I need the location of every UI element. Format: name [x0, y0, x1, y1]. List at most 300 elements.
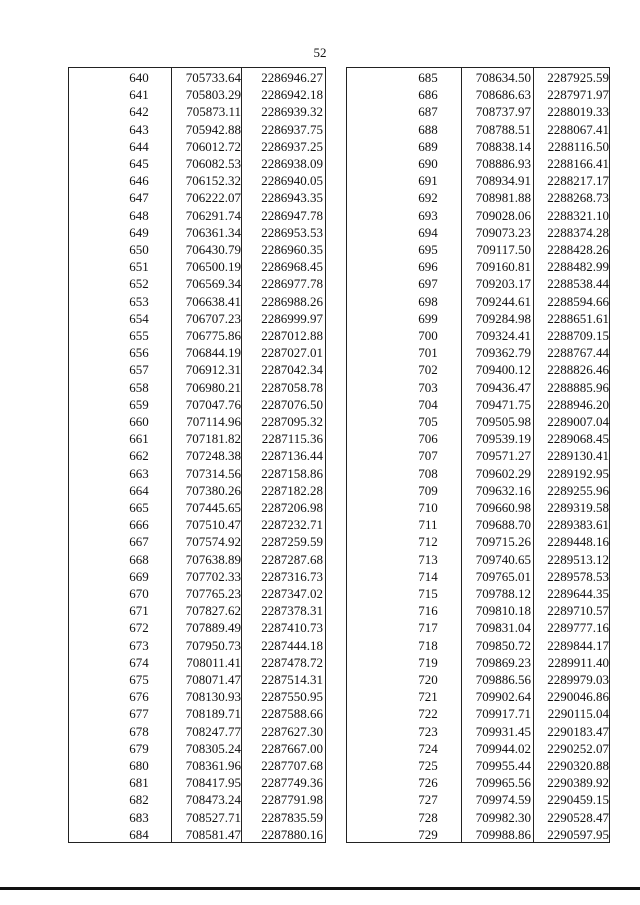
point-number: 687: [418, 104, 438, 120]
y-coordinate: 2286947.78: [261, 207, 323, 223]
point-number: 680: [129, 758, 149, 773]
point-number: 696: [418, 259, 438, 275]
x-coordinate: 706222.07: [185, 190, 241, 206]
x-coordinate: 709944.02: [475, 740, 531, 756]
point-number: 704: [418, 396, 438, 412]
table-row: [69, 379, 325, 396]
point-number: 693: [418, 207, 438, 223]
point-number: 675: [129, 672, 149, 687]
y-coordinate: 2287347.02: [261, 586, 323, 601]
point-number: 648: [129, 207, 149, 223]
y-coordinate: 2289068.45: [547, 431, 609, 447]
y-coordinate: 2287158.86: [261, 465, 323, 481]
table-row: [69, 172, 325, 189]
table-row: [69, 533, 325, 550]
point-number: 643: [129, 121, 149, 137]
table-row: [347, 465, 609, 482]
y-coordinate: 2290389.92: [547, 775, 609, 791]
point-number: 710: [418, 500, 438, 515]
point-number: 645: [129, 156, 149, 171]
x-coordinate: 709715.26: [475, 534, 531, 550]
table-row: [69, 757, 325, 774]
point-number: 671: [129, 603, 149, 619]
table-row: [347, 705, 609, 722]
table-row: [69, 413, 325, 430]
point-number: 642: [129, 104, 149, 120]
table-row: [69, 774, 325, 791]
y-coordinate: 2286938.09: [261, 156, 323, 171]
x-coordinate: 709869.23: [475, 654, 531, 670]
x-coordinate: 708934.91: [475, 173, 531, 189]
y-coordinate: 2287627.30: [261, 723, 323, 739]
point-number: 657: [129, 362, 149, 378]
x-coordinate: 709244.61: [475, 293, 531, 309]
x-coordinate: 707702.33: [185, 568, 241, 584]
table-row: [347, 86, 609, 103]
table-row: [69, 447, 325, 464]
table-row: [69, 637, 325, 654]
y-coordinate: 2286977.78: [261, 276, 323, 292]
point-number: 682: [129, 792, 149, 808]
point-number: 641: [129, 87, 149, 103]
x-coordinate: 706012.72: [185, 138, 241, 154]
point-number: 702: [418, 362, 438, 378]
x-coordinate: 707765.23: [185, 586, 241, 601]
point-number: 689: [418, 138, 438, 154]
table-row: [69, 275, 325, 292]
x-coordinate: 708247.77: [185, 723, 241, 739]
y-coordinate: 2288538.44: [547, 276, 609, 292]
x-coordinate: 707314.56: [185, 465, 241, 481]
point-number: 681: [129, 775, 149, 791]
x-coordinate: 708071.47: [185, 672, 241, 687]
table-row: [347, 224, 609, 241]
point-number: 662: [129, 448, 149, 464]
point-number: 725: [418, 758, 438, 773]
point-number: 711: [418, 517, 438, 533]
point-number: 714: [418, 568, 438, 584]
coordinate-table-left: [68, 67, 326, 843]
point-number: 719: [418, 654, 438, 670]
table-row: [69, 482, 325, 499]
table-row: [69, 155, 325, 172]
y-coordinate: 2288321.10: [547, 207, 609, 223]
x-coordinate: 709988.86: [475, 826, 531, 842]
x-coordinate: 709571.27: [475, 448, 531, 464]
point-number: 649: [129, 224, 149, 240]
x-coordinate: 706361.34: [185, 224, 241, 240]
y-coordinate: 2288594.66: [547, 293, 609, 309]
point-number: 650: [129, 242, 149, 257]
point-number: 716: [418, 603, 438, 619]
table-row: [347, 413, 609, 430]
y-coordinate: 2289130.41: [547, 448, 609, 464]
x-coordinate: 709505.98: [475, 414, 531, 429]
point-number: 691: [418, 173, 438, 189]
table-row: [347, 121, 609, 138]
x-coordinate: 708788.51: [475, 121, 531, 137]
point-number: 721: [418, 689, 438, 705]
point-number: 672: [129, 620, 149, 636]
x-coordinate: 708527.71: [185, 809, 241, 825]
x-coordinate: 707889.49: [185, 620, 241, 636]
x-coordinate: 708737.97: [475, 104, 531, 120]
y-coordinate: 2288482.99: [547, 259, 609, 275]
point-number: 712: [418, 534, 438, 550]
y-coordinate: 2288116.50: [547, 138, 609, 154]
y-coordinate: 2287971.97: [547, 87, 609, 103]
y-coordinate: 2287316.73: [261, 568, 323, 584]
table-row: [347, 396, 609, 413]
table-row: [69, 499, 325, 516]
point-number: 722: [418, 706, 438, 722]
y-coordinate: 2288946.20: [547, 396, 609, 412]
point-number: 679: [129, 740, 149, 756]
point-number: 695: [418, 242, 438, 257]
x-coordinate: 707950.73: [185, 637, 241, 653]
y-coordinate: 2287182.28: [261, 482, 323, 498]
table-row: [347, 654, 609, 671]
y-coordinate: 2289844.17: [547, 637, 609, 653]
y-coordinate: 2287012.88: [261, 328, 323, 343]
x-coordinate: 708981.88: [475, 190, 531, 206]
y-coordinate: 2290597.95: [547, 826, 609, 842]
table-row: [347, 275, 609, 292]
x-coordinate: 709203.17: [475, 276, 531, 292]
table-row: [347, 482, 609, 499]
table-row: [347, 499, 609, 516]
x-coordinate: 709931.45: [475, 723, 531, 739]
point-number: 692: [418, 190, 438, 206]
table-row: [69, 121, 325, 138]
x-coordinate: 709965.56: [475, 775, 531, 791]
page-number: 52: [313, 45, 327, 60]
x-coordinate: 709117.50: [476, 242, 531, 257]
point-number: 701: [418, 345, 438, 361]
y-coordinate: 2289644.35: [547, 586, 609, 601]
table-row: [347, 172, 609, 189]
point-number: 676: [129, 689, 149, 705]
table-row: [347, 516, 609, 533]
point-number: 669: [129, 568, 149, 584]
point-number: 665: [129, 500, 149, 515]
y-coordinate: 2286946.27: [261, 70, 323, 85]
y-coordinate: 2287444.18: [261, 637, 323, 653]
y-coordinate: 2286942.18: [261, 87, 323, 103]
x-coordinate: 708838.14: [475, 138, 531, 154]
y-coordinate: 2286943.35: [261, 190, 323, 206]
x-coordinate: 709362.79: [475, 345, 531, 361]
x-coordinate: 709073.23: [475, 224, 531, 240]
table-row: [347, 568, 609, 585]
y-coordinate: 2288019.33: [547, 104, 609, 120]
table-row: [347, 327, 609, 344]
table-row: [69, 69, 325, 86]
table-row: [347, 447, 609, 464]
point-number: 667: [129, 534, 149, 550]
x-coordinate: 709886.56: [475, 672, 531, 687]
x-coordinate: 709436.47: [475, 379, 531, 395]
x-coordinate: 707510.47: [185, 517, 241, 533]
y-coordinate: 2290528.47: [547, 809, 609, 825]
point-number: 674: [129, 654, 149, 670]
table-row: [347, 671, 609, 688]
x-coordinate: 708305.24: [185, 740, 241, 756]
point-number: 683: [129, 809, 149, 825]
table-row: [347, 344, 609, 361]
point-number: 668: [129, 551, 149, 567]
point-number: 720: [418, 672, 438, 687]
y-coordinate: 2286939.32: [261, 104, 323, 120]
x-coordinate: 708189.71: [185, 706, 241, 722]
y-coordinate: 2290320.88: [547, 758, 609, 773]
y-coordinate: 2288767.44: [547, 345, 609, 361]
x-coordinate: 706291.74: [185, 207, 241, 223]
table-row: [69, 86, 325, 103]
bottom-rule: [0, 887, 640, 890]
point-number: 713: [418, 551, 438, 567]
table-row: [347, 688, 609, 705]
table-row: [69, 688, 325, 705]
point-number: 708: [418, 465, 438, 481]
point-number: 697: [418, 276, 438, 292]
y-coordinate: 2287378.31: [261, 603, 323, 619]
x-coordinate: 705942.88: [185, 121, 241, 137]
x-coordinate: 707047.76: [185, 396, 241, 412]
point-number: 660: [129, 414, 149, 429]
x-coordinate: 707380.26: [185, 482, 241, 498]
y-coordinate: 2288374.28: [547, 224, 609, 240]
x-coordinate: 708361.96: [185, 758, 241, 773]
y-coordinate: 2287550.95: [261, 689, 323, 705]
x-coordinate: 706844.19: [185, 345, 241, 361]
table-row: [69, 654, 325, 671]
point-number: 694: [418, 224, 438, 240]
x-coordinate: 709632.16: [475, 482, 531, 498]
y-coordinate: 2287514.31: [261, 672, 323, 687]
x-coordinate: 706152.32: [185, 173, 241, 189]
y-coordinate: 2287707.68: [261, 758, 323, 773]
x-coordinate: 708417.95: [185, 775, 241, 791]
point-number: 688: [418, 121, 438, 137]
table-row: [347, 310, 609, 327]
point-number: 646: [129, 173, 149, 189]
table-row: [347, 740, 609, 757]
y-coordinate: 2286999.97: [261, 310, 323, 326]
x-coordinate: 705733.64: [185, 70, 241, 85]
table-row: [69, 293, 325, 310]
y-coordinate: 2287027.01: [261, 345, 323, 361]
point-number: 685: [418, 70, 438, 85]
y-coordinate: 2289192.95: [547, 465, 609, 481]
table-row: [69, 258, 325, 275]
table-row: [69, 809, 325, 826]
x-coordinate: 709955.44: [475, 758, 531, 773]
x-coordinate: 708473.24: [185, 792, 241, 808]
x-coordinate: 709917.71: [475, 706, 531, 722]
y-coordinate: 2287410.73: [261, 620, 323, 636]
y-coordinate: 2288217.17: [547, 173, 609, 189]
table-row: [69, 396, 325, 413]
y-coordinate: 2289578.53: [547, 568, 609, 584]
table-row: [69, 602, 325, 619]
x-coordinate: 708686.63: [475, 87, 531, 103]
point-number: 727: [418, 792, 438, 808]
x-coordinate: 706430.79: [185, 242, 241, 257]
table-row: [69, 551, 325, 568]
y-coordinate: 2288826.46: [547, 362, 609, 378]
point-number: 709: [418, 482, 438, 498]
table-row: [69, 740, 325, 757]
table-row: [69, 327, 325, 344]
x-coordinate: 709765.01: [475, 568, 531, 584]
point-number: 651: [129, 259, 149, 275]
y-coordinate: 2289979.03: [547, 672, 609, 687]
y-coordinate: 2287232.71: [261, 517, 323, 533]
point-number: 686: [418, 87, 438, 103]
table-row: [69, 516, 325, 533]
point-number: 666: [129, 517, 149, 533]
table-row: [69, 568, 325, 585]
table-row: [347, 207, 609, 224]
point-number: 664: [129, 482, 149, 498]
table-row: [347, 155, 609, 172]
x-coordinate: 707181.82: [185, 431, 241, 447]
table-row: [347, 602, 609, 619]
point-number: 644: [129, 138, 149, 154]
y-coordinate: 2286988.26: [261, 293, 323, 309]
x-coordinate: 706082.53: [185, 156, 241, 171]
x-coordinate: 709602.29: [475, 465, 531, 481]
x-coordinate: 709902.64: [475, 689, 531, 705]
y-coordinate: 2287791.98: [261, 792, 323, 808]
point-number: 699: [418, 310, 438, 326]
table-row: [347, 379, 609, 396]
y-coordinate: 2289777.16: [547, 620, 609, 636]
y-coordinate: 2287925.59: [547, 70, 609, 85]
table-row: [347, 69, 609, 86]
y-coordinate: 2288067.41: [547, 121, 609, 137]
y-coordinate: 2287478.72: [261, 654, 323, 670]
point-number: 670: [129, 586, 149, 601]
point-number: 658: [129, 379, 149, 395]
point-number: 663: [129, 465, 149, 481]
y-coordinate: 2289710.57: [547, 603, 609, 619]
y-coordinate: 2287076.50: [261, 396, 323, 412]
y-coordinate: 2290183.47: [547, 723, 609, 739]
table-row: [347, 774, 609, 791]
table-row: [69, 585, 325, 602]
table-row: [347, 551, 609, 568]
x-coordinate: 708130.93: [185, 689, 241, 705]
y-coordinate: 2286953.53: [261, 224, 323, 240]
table-row: [69, 310, 325, 327]
point-number: 703: [418, 379, 438, 395]
y-coordinate: 2286940.05: [261, 173, 323, 189]
table-row: [69, 103, 325, 120]
x-coordinate: 705873.11: [186, 104, 241, 120]
y-coordinate: 2287095.32: [261, 414, 323, 429]
x-coordinate: 709810.18: [475, 603, 531, 619]
table-row: [69, 619, 325, 636]
point-number: 724: [418, 740, 438, 756]
point-number: 684: [129, 826, 149, 842]
y-coordinate: 2288166.41: [547, 156, 609, 171]
y-coordinate: 2287667.00: [261, 740, 323, 756]
table-row: [347, 637, 609, 654]
x-coordinate: 709160.81: [475, 259, 531, 275]
table-row: [69, 723, 325, 740]
y-coordinate: 2289448.16: [547, 534, 609, 550]
point-number: 661: [129, 431, 149, 447]
table-row: [69, 705, 325, 722]
point-number: 698: [418, 293, 438, 309]
y-coordinate: 2287287.68: [261, 551, 323, 567]
y-coordinate: 2287206.98: [261, 500, 323, 515]
point-number: 729: [418, 826, 438, 842]
table-row: [347, 361, 609, 378]
y-coordinate: 2290115.04: [547, 706, 609, 722]
x-coordinate: 709831.04: [475, 620, 531, 636]
y-coordinate: 2288709.15: [547, 328, 609, 343]
x-coordinate: 706775.86: [185, 328, 241, 343]
x-coordinate: 706569.34: [185, 276, 241, 292]
y-coordinate: 2289319.58: [547, 500, 609, 515]
table-row: [347, 138, 609, 155]
point-number: 647: [129, 190, 149, 206]
x-coordinate: 707445.65: [185, 500, 241, 515]
x-coordinate: 709539.19: [475, 431, 531, 447]
x-coordinate: 708011.41: [186, 654, 241, 670]
table-row: [347, 430, 609, 447]
table-row: [69, 207, 325, 224]
x-coordinate: 709688.70: [475, 517, 531, 533]
y-coordinate: 2288651.61: [547, 310, 609, 326]
table-row: [69, 465, 325, 482]
coordinate-table-right: [346, 67, 610, 843]
x-coordinate: 706912.31: [185, 362, 241, 378]
x-coordinate: 706980.21: [185, 379, 241, 395]
y-coordinate: 2287136.44: [261, 448, 323, 464]
y-coordinate: 2287749.36: [261, 775, 323, 791]
point-number: 677: [129, 706, 149, 722]
y-coordinate: 2286937.75: [261, 121, 323, 137]
table-row: [347, 241, 609, 258]
table-row: [69, 241, 325, 258]
y-coordinate: 2287880.16: [261, 826, 323, 842]
point-number: 715: [418, 586, 438, 601]
table-row: [347, 809, 609, 826]
point-number: 655: [129, 328, 149, 343]
y-coordinate: 2289911.40: [547, 654, 609, 670]
x-coordinate: 709982.30: [475, 809, 531, 825]
point-number: 652: [129, 276, 149, 292]
point-number: 653: [129, 293, 149, 309]
x-coordinate: 709400.12: [475, 362, 531, 378]
point-number: 728: [418, 809, 438, 825]
point-number: 726: [418, 775, 438, 791]
x-coordinate: 707638.89: [185, 551, 241, 567]
x-coordinate: 707827.62: [185, 603, 241, 619]
x-coordinate: 709471.75: [475, 396, 531, 412]
table-row: [347, 723, 609, 740]
table-row: [69, 138, 325, 155]
table-row: [69, 671, 325, 688]
table-row: [69, 791, 325, 808]
x-coordinate: 709324.41: [475, 328, 531, 343]
point-number: 700: [418, 328, 438, 343]
x-coordinate: 709284.98: [475, 310, 531, 326]
